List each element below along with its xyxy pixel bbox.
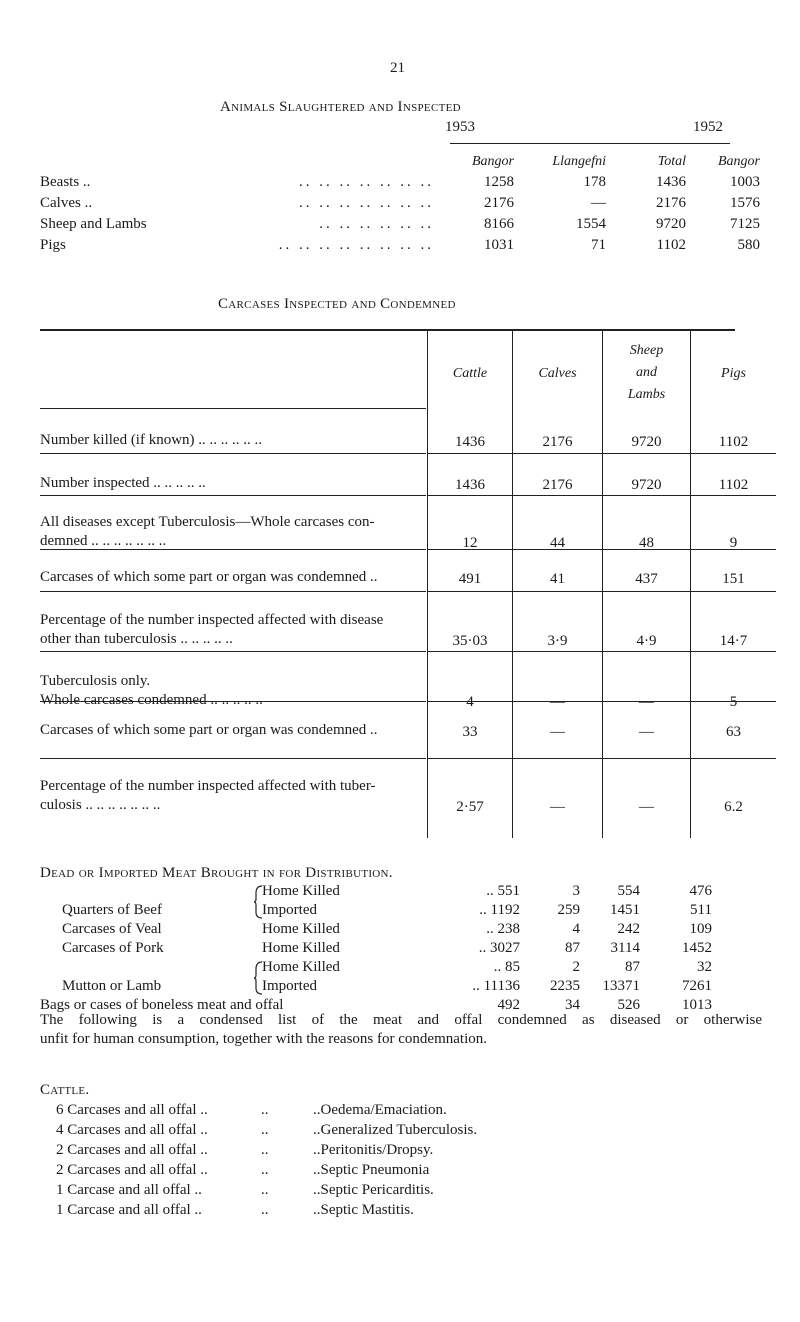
meat-row-value: 2 <box>572 959 580 975</box>
meat-row-item: Carcases of Pork <box>62 940 164 956</box>
cattle-item-leader: .. <box>261 1162 269 1178</box>
carcase-row-value: — <box>550 799 565 815</box>
animal-row-value: — <box>591 195 606 211</box>
condemnation-note-line2: unfit for human consumption, together with the reasons for condemnation. <box>40 1031 487 1047</box>
header-calves: Calves <box>538 366 577 381</box>
cattle-item-qty: 6 Carcases and all offal .. <box>56 1102 208 1118</box>
meat-row-value: .. 551 <box>486 883 520 899</box>
cell-rule <box>603 758 690 759</box>
animal-row-value: 9720 <box>656 216 686 232</box>
carcase-row-value: 63 <box>726 724 741 740</box>
dead-meat-title: Dead or Imported Meat Brought in for Distribution. <box>40 865 393 881</box>
carcase-row-value: 2176 <box>542 434 573 450</box>
meat-row-value: 109 <box>689 921 712 937</box>
meat-row-value: .. 11136 <box>472 978 520 994</box>
animal-row-value: 1102 <box>656 237 686 253</box>
cattle-item-reason: ..Septic Mastitis. <box>313 1202 414 1218</box>
header-rule <box>40 408 426 409</box>
animal-row-leader: .. .. .. .. .. .. .. <box>299 195 434 211</box>
brace-icon <box>253 961 263 995</box>
meat-row-type: Imported <box>262 902 317 918</box>
condemnation-note-line1: The following is a condensed list of the meat and offal condemned as diseased or otherwise <box>40 1012 762 1028</box>
carcase-row-value: 5 <box>729 694 738 710</box>
meat-row-item: Quarters of Beef <box>62 902 162 918</box>
carcase-row-value: 1436 <box>455 434 485 450</box>
cattle-item-qty: 2 Carcases and all offal .. <box>56 1162 208 1178</box>
cattle-item-leader: .. <box>261 1142 269 1158</box>
meat-row-value: 554 <box>617 883 640 899</box>
carcase-row-label: other than tuberculosis .. .. .. .. .. <box>40 631 233 647</box>
meat-row-item: Carcases of Veal <box>62 921 162 937</box>
cell-rule <box>513 453 602 454</box>
cattle-item-reason: ..Septic Pericarditis. <box>313 1182 434 1198</box>
carcase-row-value: — <box>639 799 654 815</box>
cattle-item-qty: 1 Carcase and all offal .. <box>56 1182 202 1198</box>
meat-row-item: Bags or cases of boneless meat and offal <box>40 997 284 1013</box>
carcase-row-label: Carcases of which some part or organ was condemned .. <box>40 569 378 585</box>
animal-row-value: 1031 <box>484 237 514 253</box>
animal-row-leader: .. .. .. .. .. .. <box>319 216 434 232</box>
row-rule <box>40 651 426 652</box>
cattle-item-reason: ..Generalized Tuberculosis. <box>313 1122 478 1138</box>
animal-row-value: 1554 <box>576 216 606 232</box>
cell-rule <box>603 495 690 496</box>
carcase-row-value: — <box>639 724 654 740</box>
header-sheep-line1: Sheep <box>629 343 664 358</box>
carcase-row-value: 9720 <box>631 434 662 450</box>
carcase-row-value: 12 <box>462 535 478 551</box>
carcase-row-value: — <box>639 694 654 710</box>
carcase-row-value: 491 <box>458 571 482 587</box>
cattle-item-reason: ..Oedema/Emaciation. <box>313 1102 447 1118</box>
cell-rule <box>428 591 512 592</box>
cattle-item-reason: ..Peritonitis/Dropsy. <box>313 1142 434 1158</box>
meat-row-value: .. 238 <box>486 921 520 937</box>
meat-row-value: 87 <box>625 959 640 975</box>
meat-row-item: Mutton or Lamb <box>62 978 162 994</box>
animal-row-value: 1258 <box>484 174 514 190</box>
animal-row-value: 2176 <box>656 195 686 211</box>
cell-rule <box>603 591 690 592</box>
meat-row-type: Home Killed <box>262 940 340 956</box>
cattle-item-qty: 2 Carcases and all offal .. <box>56 1142 208 1158</box>
cattle-item-qty: 1 Carcase and all offal .. <box>56 1202 202 1218</box>
row-rule <box>40 758 426 759</box>
meat-row-type: Home Killed <box>262 959 340 975</box>
meat-row-value: 1451 <box>610 902 640 918</box>
meat-row-value: .. 85 <box>493 959 520 975</box>
animal-row-value: 178 <box>583 174 606 190</box>
cell-rule <box>603 453 690 454</box>
cell-rule <box>513 651 602 652</box>
cattle-item-leader: .. <box>261 1122 269 1138</box>
cell-rule <box>691 591 776 592</box>
meat-row-value: 476 <box>689 883 712 899</box>
carcase-row-value: 9720 <box>631 477 662 493</box>
cattle-title: Cattle. <box>40 1082 90 1098</box>
animal-row-value: 1576 <box>730 195 760 211</box>
carcase-row-value: 2176 <box>542 477 573 493</box>
carcases-title: Carcases Inspected and Condemned <box>218 296 456 312</box>
meat-row-value: .. 1192 <box>479 902 520 918</box>
meat-row-value: 242 <box>617 921 640 937</box>
cattle-item-leader: .. <box>261 1182 269 1198</box>
cell-rule <box>513 495 602 496</box>
cattle-item-reason: ..Septic Pneumonia <box>313 1162 430 1178</box>
animals-title: Animals Slaughtered and Inspected <box>220 99 461 115</box>
meat-row-value: 1013 <box>682 997 712 1013</box>
header-pigs: Pigs <box>721 366 746 381</box>
header-sheep <box>603 340 690 406</box>
carcase-row-value: 41 <box>550 571 565 587</box>
row-rule <box>40 591 426 592</box>
meat-row-value: 511 <box>690 902 712 918</box>
carcase-row-value: 33 <box>462 724 478 740</box>
animal-row-value: 1003 <box>730 174 760 190</box>
meat-row-value: 3114 <box>610 940 640 956</box>
col-llangefni: Llangefni <box>552 154 606 169</box>
animal-row-value: 1436 <box>656 174 686 190</box>
table-top-rule <box>40 329 735 331</box>
carcase-row-label: All diseases except Tuberculosis—Whole carcases con- <box>40 514 375 530</box>
meat-row-value: 2235 <box>550 978 580 994</box>
col-bangor-1952: Bangor <box>718 154 760 169</box>
meat-row-type: Imported <box>262 978 317 994</box>
header-sheep-line3: Lambs <box>627 387 666 402</box>
carcase-row-label: Carcases of which some part or organ was condemned .. <box>40 722 378 738</box>
carcase-row-label: Number killed (if known) .. .. .. .. .. .. <box>40 432 263 448</box>
row-rule <box>40 453 426 454</box>
carcase-row-value: 44 <box>550 535 565 551</box>
carcase-row-label: Whole carcases condemned .. .. .. .. .. <box>40 692 263 708</box>
animal-row-value: 71 <box>591 237 606 253</box>
animal-row-value: 2176 <box>484 195 514 211</box>
cell-rule <box>513 591 602 592</box>
carcase-row-value: 4 <box>466 694 474 710</box>
cell-rule <box>691 453 776 454</box>
animal-row-label: Beasts .. <box>40 174 91 190</box>
cattle-item-qty: 4 Carcases and all offal .. <box>56 1122 208 1138</box>
col-bangor-1953: Bangor <box>472 154 514 169</box>
cell-rule <box>691 651 776 652</box>
carcase-row-value: 35·03 <box>452 633 488 649</box>
cell-rule <box>428 495 512 496</box>
animal-row-leader: .. .. .. .. .. .. .. <box>299 174 434 190</box>
meat-row-value: 1452 <box>682 940 712 956</box>
animal-row-value: 580 <box>737 237 760 253</box>
page-number: 21 <box>390 60 405 76</box>
col-total: Total <box>657 154 686 169</box>
meat-row-value: 4 <box>572 921 580 937</box>
animal-row-leader: .. .. .. .. .. .. .. .. <box>278 237 434 253</box>
cell-rule <box>428 758 512 759</box>
cell-rule <box>691 758 776 759</box>
carcase-row-value: 1102 <box>718 434 749 450</box>
year-rule <box>450 143 730 144</box>
animal-row-label: Pigs <box>40 237 66 253</box>
carcase-row-label: Percentage of the number inspected affected with disease <box>40 612 384 628</box>
cell-rule <box>603 651 690 652</box>
meat-row-value: 32 <box>697 959 712 975</box>
cattle-item-leader: .. <box>261 1102 269 1118</box>
carcase-row-value: 2·57 <box>456 799 484 815</box>
animal-row-value: 8166 <box>484 216 514 232</box>
cell-rule <box>428 651 512 652</box>
meat-row-value: 3 <box>572 883 580 899</box>
carcase-row-value: 1102 <box>718 477 749 493</box>
carcase-row-value: 4·9 <box>636 633 657 649</box>
meat-row-value: 7261 <box>682 978 712 994</box>
year-1952: 1952 <box>693 119 723 135</box>
meat-row-type: Home Killed <box>262 883 340 899</box>
cattle-item-leader: .. <box>261 1202 269 1218</box>
carcase-row-value: — <box>550 724 565 740</box>
row-rule <box>40 495 426 496</box>
cell-rule <box>428 453 512 454</box>
meat-row-value: 13371 <box>602 978 640 994</box>
carcase-row-value: 9 <box>729 535 738 551</box>
header-cattle: Cattle <box>452 366 488 381</box>
carcase-row-label: Tuberculosis only. <box>40 673 151 689</box>
animal-row-value: 7125 <box>730 216 760 232</box>
meat-row-value: 87 <box>565 940 580 956</box>
carcase-row-value: 3·9 <box>547 633 568 649</box>
animal-row-label: Sheep and Lambs <box>40 216 147 232</box>
carcase-row-value: 48 <box>639 535 654 551</box>
meat-row-value: 526 <box>617 997 640 1013</box>
carcase-row-value: — <box>550 694 565 710</box>
meat-row-type: Home Killed <box>262 921 340 937</box>
meat-row-value: 34 <box>565 997 580 1013</box>
carcase-row-label: Percentage of the number inspected affected with tuber- <box>40 778 376 794</box>
meat-row-value: .. 3027 <box>478 940 520 956</box>
animal-row-label: Calves .. <box>40 195 93 211</box>
cell-rule <box>691 495 776 496</box>
carcase-row-value: 151 <box>722 571 745 587</box>
carcase-row-label: culosis .. .. .. .. .. .. .. <box>40 797 161 813</box>
cell-rule <box>513 758 602 759</box>
brace-icon <box>253 885 263 919</box>
carcase-row-label: demned .. .. .. .. .. .. .. <box>40 533 167 549</box>
carcase-row-label: Number inspected .. .. .. .. .. <box>40 475 206 491</box>
meat-row-value: 259 <box>557 902 580 918</box>
meat-row-value: 492 <box>497 997 520 1013</box>
header-sheep-line2: and <box>636 365 657 380</box>
carcase-row-value: 6.2 <box>724 799 743 815</box>
year-1953: 1953 <box>445 119 475 135</box>
carcase-row-value: 14·7 <box>719 633 748 649</box>
carcase-row-value: 1436 <box>455 477 485 493</box>
carcase-row-value: 437 <box>635 571 658 587</box>
